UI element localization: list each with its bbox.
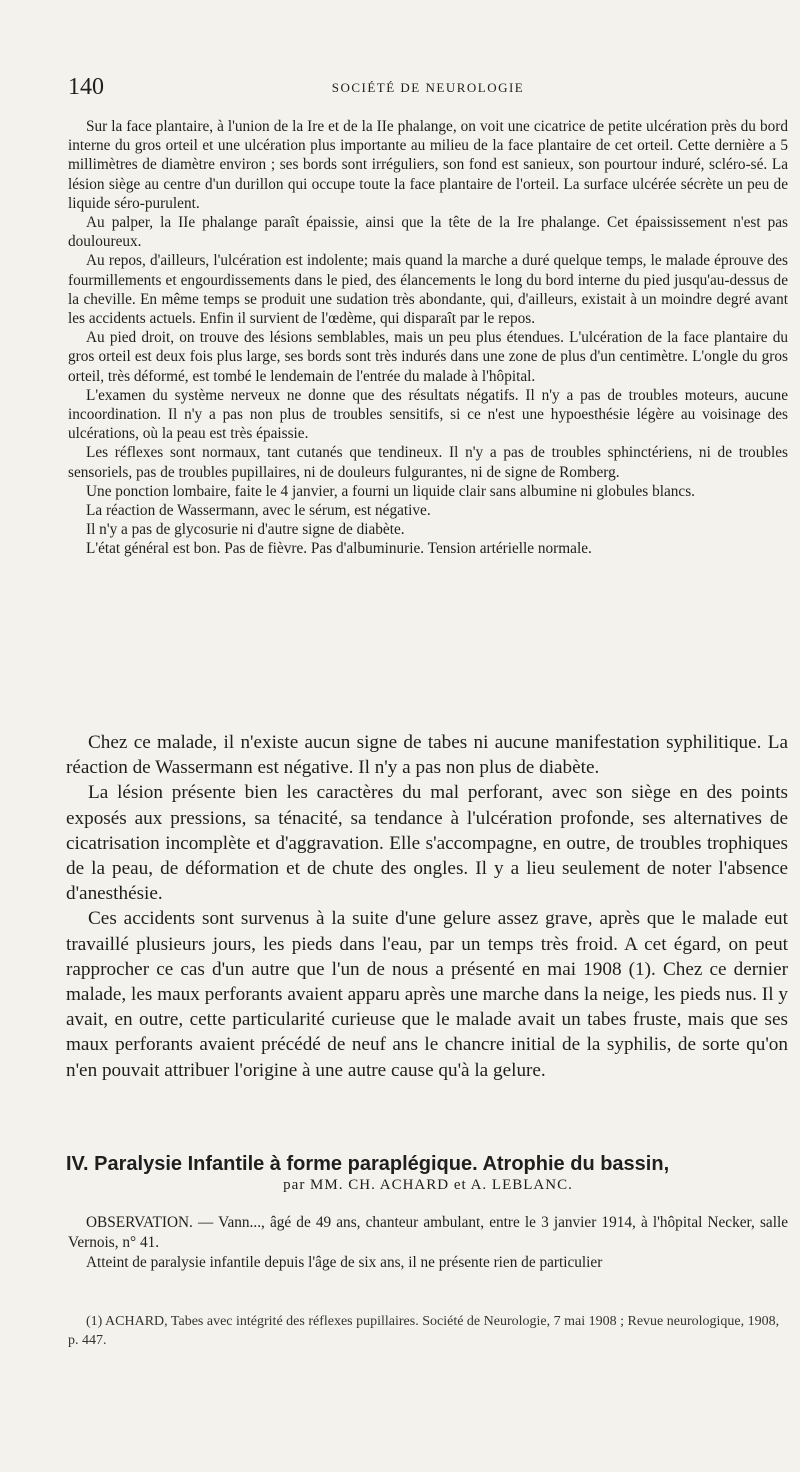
- paragraph: Il n'y a pas de glycosurie ni d'autre signe de diabète.: [86, 521, 405, 539]
- paragraph: Atteint de paralysie infantile depuis l'âge de six ans, il ne présente rien de particulier: [86, 1254, 603, 1271]
- paragraph: Chez ce malade, il n'existe aucun signe de tabes ni aucune manifestation syphilitique. La réaction de Wassermann est négative. Il n'y a pas non plus de diabète.: [66, 732, 788, 779]
- paragraph: Au repos, d'ailleurs, l'ulcération est indolente; mais quand la marche a duré quelque temps, le malade éprouve des fourmillements et engourdissements dans le pied, des élancements le long du bord interne du pied jusqu'au-dessus de la cheville. En même temps se produit une sudation très abondante, qui, d'ailleurs, existait à un moindre degré avant les accidents actuels. Enfin il survient de l'œdème, qui disparaît par le repos.: [68, 252, 788, 328]
- paragraph: OBSERVATION. — Vann..., âgé de 49 ans, chanteur ambulant, entre le 3 janvier 1914, à l'hôpital Necker, salle Vernois, n° 41.: [68, 1214, 788, 1251]
- case-details: [68, 117, 788, 559]
- paragraph: Une ponction lombaire, faite le 4 janvier, a fourni un liquide clair sans albumine ni globules blancs.: [86, 482, 695, 500]
- paragraph: Les réflexes sont normaux, tant cutanés que tendineux. Il n'y a pas de troubles sphinctériens, ni de troubles sensoriels, pas de troubles pupillaires, ni de douleurs fulgurantes, ni de signe de Romberg.: [68, 444, 788, 481]
- page-number: 140: [68, 74, 104, 100]
- paragraph: Sur la face plantaire, à l'union de la Ire et de la IIe phalange, on voit une cicatrice de petite ulcération près du bord interne du gros orteil et une ulcération plus importante au milieu de la face plantaire de cet orteil. Cette dernière a 5 millimètres de diamètre environ ; ses bords sont irréguliers, son fond est sanieux, son pourtour induré, scléro-sé. La lésion siège au centre d'un durillon qui occupe toute la face plantaire de l'orteil. La surface ulcérée sécrète un peu de liquide séro-purulent.: [68, 118, 788, 212]
- paragraph: Ces accidents sont survenus à la suite d'une gelure assez grave, après que le malade eut travaillé plusieurs jours, les pieds dans l'eau, par un temps très froid. A cet égard, on peut rapprocher ce cas d'un autre que l'un de nous a présenté en mai 1908 (1). Chez ce dernier malade, les maux perforants avaient apparu après une marche dans la neige, les pieds nus. Il y avait, en outre, cette particularité curieuse que le malade avait un tabes fruste, mais que ses maux perforants avaient précédé de neuf ans le chancre initial de la syphilis, de sorte qu'on n'en pouvait attribuer l'origine à une autre cause qu'à la gelure.: [66, 908, 788, 1081]
- section-title: IV. Paralysie Infantile à forme paraplégique. Atrophie du bassin,: [66, 1153, 670, 1175]
- paragraph: La lésion présente bien les caractères du mal perforant, avec son siège en des points exposés aux pressions, sa ténacité, sa tendance à l'ulcération profonde, ses alternatives de cicatrisation incomplète et d'aggravation. Elle s'accompagne, en outre, de troubles trophiques de la peau, de déformation et de chute des ongles. Il y a lieu seulement de noter l'absence d'anesthésie.: [66, 782, 788, 905]
- paragraph: La réaction de Wassermann, avec le sérum, est négative.: [86, 502, 431, 520]
- paragraph: L'état général est bon. Pas de fièvre. Pas d'albuminurie. Tension artérielle normale.: [86, 540, 592, 558]
- section-header: [66, 1152, 790, 1194]
- footnote: [68, 1312, 788, 1350]
- paragraph: Au palper, la IIe phalange paraît épaissie, ainsi que la tête de la Ire phalange. Cet épaississement n'est pas douloureux.: [68, 214, 788, 251]
- running-title: SOCIÉTÉ DE NEUROLOGIE: [331, 80, 525, 95]
- section-authors: par MM. CH. ACHARD et A. LEBLANC.: [283, 1177, 573, 1193]
- paragraph: L'examen du système nerveux ne donne que des résultats négatifs. Il n'y a pas de troubles moteurs, aucune incoordination. Il n'y a pas non plus de troubles sensitifs, si ce n'est une hypoesthésie légère au voisinage des ulcérations, où la peau est très épaissie.: [68, 386, 788, 443]
- observation: [68, 1213, 788, 1273]
- discussion: [66, 730, 788, 1083]
- paragraph: Au pied droit, on trouve des lésions semblables, mais un peu plus étendues. L'ulcération de la face plantaire du gros orteil est deux fois plus large, ses bords sont très indurés dans une zone de plus d'un centimètre. L'ongle du gros orteil, très déformé, est tombé le lendemain de l'entrée du malade à l'hôpital.: [68, 329, 788, 385]
- page-header: [68, 74, 788, 104]
- footnote-text: (1) ACHARD, Tabes avec intégrité des réflexes pupillaires. Société de Neurologie, 7 mai 1908 ; Revue neurologique, 1908, p. 447.: [68, 1314, 780, 1348]
